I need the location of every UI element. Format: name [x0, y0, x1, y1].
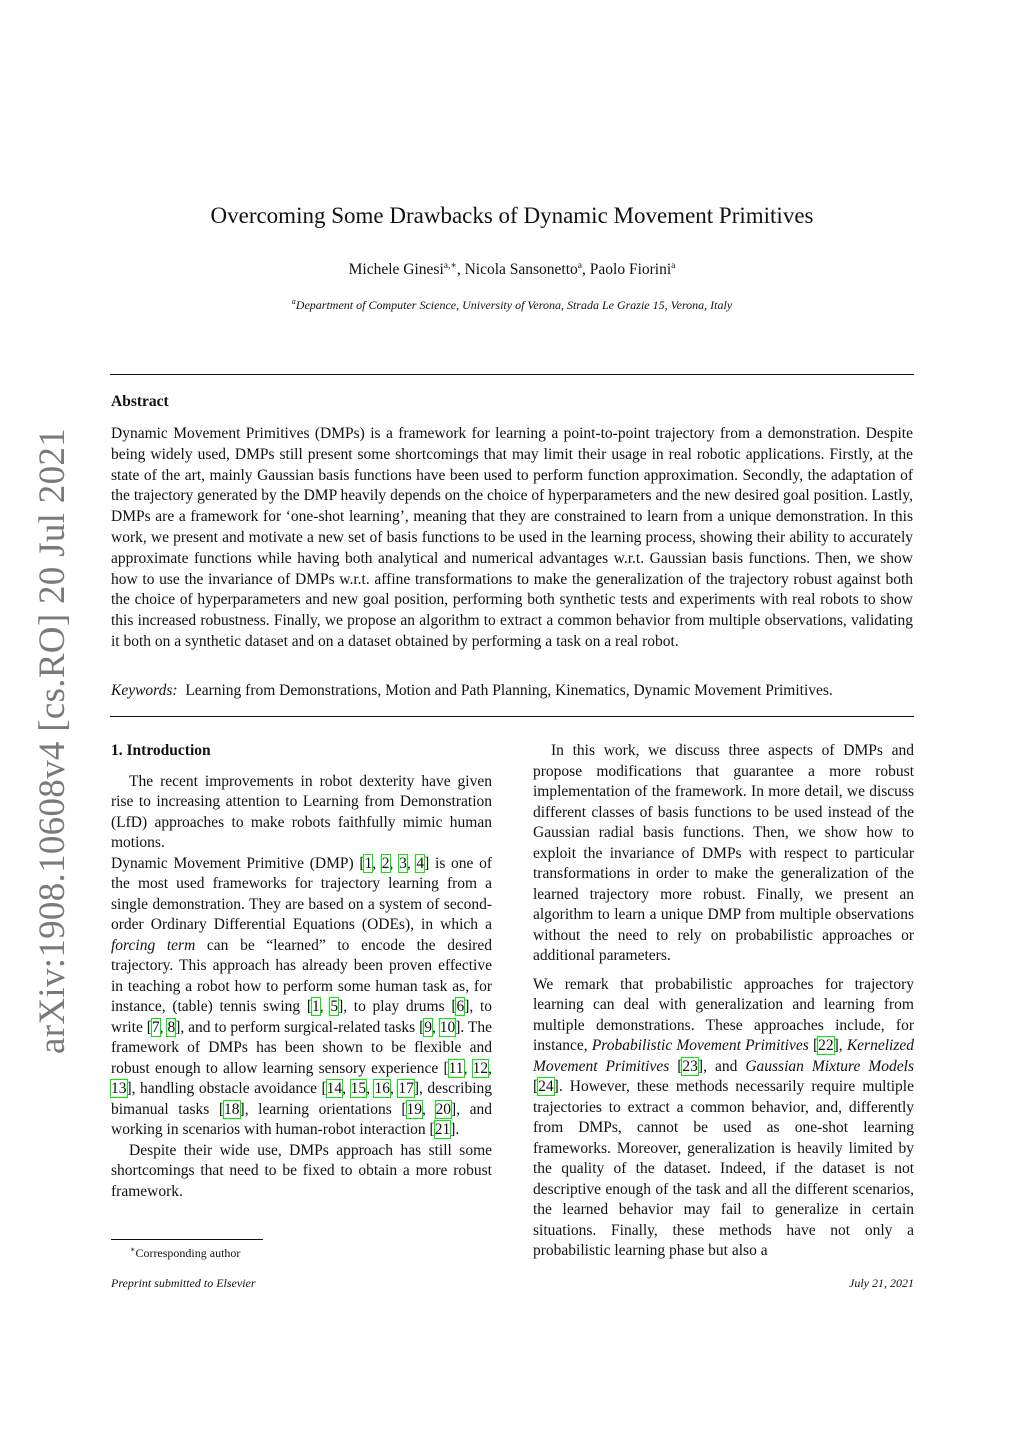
citation-link[interactable]: 14	[326, 1080, 343, 1097]
citation-link[interactable]: 20	[435, 1100, 451, 1118]
citation-link[interactable]: 18	[224, 1100, 240, 1118]
paragraph: In this work, we discuss three aspects of DMPs and propose modifications that guarantee a more robust implementation of the framework. In more detail, we discuss different classes of basis functions to be used instead of the Gaussian radial basis functions. Then, we show how to exploit the invariance of DMPs with respect to particular transformations in order to make the generalization of the learned trajectory more robust. Finally, we present an algorithm to learn a unique DMP from multiple observations without the need to rely on probabilistic approaches or additional parameters.	[533, 742, 914, 964]
abstract-heading: Abstract	[111, 393, 169, 410]
keywords-line	[111, 682, 913, 700]
affiliation-marker: a	[291, 297, 296, 306]
paper-title: Overcoming Some Drawbacks of Dynamic Movement Primitives	[210, 203, 814, 228]
citation-link[interactable]: 21	[434, 1121, 451, 1138]
author-list: Michele Ginesi$^{a,∗}$, Nicola Sansonetto$^a$, Paolo Fiorini$^a$	[348, 261, 676, 279]
footnote-text: Corresponding author	[135, 1246, 241, 1260]
paragraph: We remark that probabilistic approaches for trajectory learning can deal with generalization and learning from multiple demonstrations. These approaches include, for instance, Probabilistic Movement Primitives [22], Kernelized Movement Primitives [23], and Gaussian Mixture Models [24]. However, these methods necessarily require multiple trajectories to extract a common behavior, and, differently from DMPs, cannot be used as one-shot learning frameworks. Moreover, generalization is heavily limited by the quality of the dataset. Indeed, if the dataset is not descriptive enough of the task and all the different scenarios, the learned behavior may fail to generalize in certain situations. Finally, these methods have not only a probabilistic learning phase but also a	[533, 975, 914, 1259]
footnote-marker: ∗	[130, 1245, 136, 1254]
citation-link[interactable]: 15	[350, 1080, 367, 1097]
left-column	[111, 741, 492, 1202]
affiliation	[0, 297, 1024, 313]
section-heading: 1. Introduction	[111, 742, 211, 759]
footnote	[130, 1245, 240, 1261]
footer-date: July 21, 2021	[849, 1276, 914, 1290]
citation-link[interactable]: 10	[439, 1018, 456, 1036]
author-name: Paolo Fiorini	[589, 261, 672, 279]
citation-link[interactable]: 22	[818, 1037, 834, 1054]
citation-link[interactable]: 1	[312, 998, 320, 1015]
citation-link[interactable]: 23	[682, 1057, 698, 1075]
citation-link[interactable]: 24	[538, 1078, 554, 1095]
keywords-label: Keywords:	[111, 682, 178, 699]
author-name: Michele Ginesi	[348, 261, 444, 279]
arxiv-identifier-stamp: arXiv:1908.10608v4 [cs.RO] 20 Jul 2021	[32, 428, 73, 1054]
citation-link[interactable]: 5	[330, 998, 339, 1015]
citation-link[interactable]: 17	[398, 1080, 414, 1097]
citation-link[interactable]: 7	[151, 1018, 160, 1036]
footnote-rule	[111, 1239, 263, 1240]
author-affiliation-marker: a	[577, 261, 583, 271]
citation-link[interactable]: 2	[381, 854, 390, 872]
author-name: Nicola Sansonetto	[464, 261, 578, 279]
citation-link[interactable]: 12	[472, 1059, 489, 1077]
citation-link[interactable]: 6	[456, 998, 465, 1015]
citation-link[interactable]: 16	[374, 1080, 390, 1097]
author-affiliation-marker: a,∗	[443, 261, 457, 271]
affiliation-text: Department of Computer Science, University of Verona, Strada Le Grazie 15, Verona, Italy	[295, 298, 733, 312]
right-column	[533, 741, 914, 1262]
abstract-body: Dynamic Movement Primitives (DMPs) is a framework for learning a point-to-point trajectory from a demonstration. Despite being widely used, DMPs still present some shortcomings that may limit their usage in real robotic applications. Firstly, at the state of the art, mainly Gaussian basis functions have been used to perform function approximation. Secondly, the adaptation of the trajectory generated by the DMP heavily depends on the choice of hyperparameters and the new desired goal position. Lastly, DMPs are a framework for ‘one-shot learning’, meaning that they are constrained to learn from a unique demonstration. In this work, we present and motivate a new set of basis functions to be used in the learning process, showing their ability to accurately approximate functions while having both analytical and numerical advantages w.r.t. Gaussian basis functions. Then, we show how to use the invariance of DMPs w.r.t. affine transformations to make the generalization of the trajectory robust against both the choice of hyperparameters and new goal position, performing both synthetic tests and experiments with real robots to show this increased robustness. Finally, we propose an algorithm to extract a common behavior from multiple observations, validating it both on a synthetic dataset and on a dataset obtained by performing a task on a real robot.	[111, 425, 913, 650]
citation-link[interactable]: 1	[364, 854, 373, 872]
abstract-top-rule	[110, 374, 914, 375]
citation-link[interactable]: 8	[167, 1018, 176, 1036]
citation-link[interactable]: 11	[448, 1059, 464, 1077]
author-affiliation-marker: a	[671, 261, 676, 271]
citation-link[interactable]: 13	[111, 1080, 127, 1097]
footer-preprint-note: Preprint submitted to Elsevier	[111, 1276, 256, 1290]
citation-link[interactable]: 3	[399, 854, 407, 872]
citation-link[interactable]: 9	[424, 1018, 432, 1036]
paragraph: The recent improvements in robot dexterity have given rise to increasing attention to Learning from Demonstration (LfD) approaches to make robots faithfully mimic human motions.	[111, 772, 492, 851]
paragraph: Dynamic Movement Primitive (DMP) [1, 2, 3, 4] is one of the most used frameworks for trajectory learning from a single demonstration. They are based on a system of second-order Ordinary Differential Equations (ODEs), in which a forcing term can be “learned” to encode the desired trajectory. This approach has already been proven effective in teaching a robot how to perform some human task as, for instance, (table) tennis swing [1, 5], to play drums [6], to write [7, 8], and to perform surgical-related tasks [9, 10]. The framework of DMPs has been shown to be flexible and robust enough to allow learning sensory experience [11, 12, 13], handling obstacle avoidance [14, 15, 16, 17], describing bimanual tasks [18], learning orientations [19, 20], and working in scenarios with human-robot interaction [21].	[111, 854, 493, 1138]
abstract-bottom-rule	[110, 716, 914, 717]
citation-link[interactable]: 19	[406, 1100, 423, 1118]
keywords-text: Learning from Demonstrations, Motion and Path Planning, Kinematics, Dynamic Movement Primitives.	[185, 682, 833, 699]
paragraph: Despite their wide use, DMPs approach has still some shortcomings that need to be fixed to obtain a more robust framework.	[111, 1141, 492, 1200]
citation-link[interactable]: 4	[416, 854, 425, 872]
